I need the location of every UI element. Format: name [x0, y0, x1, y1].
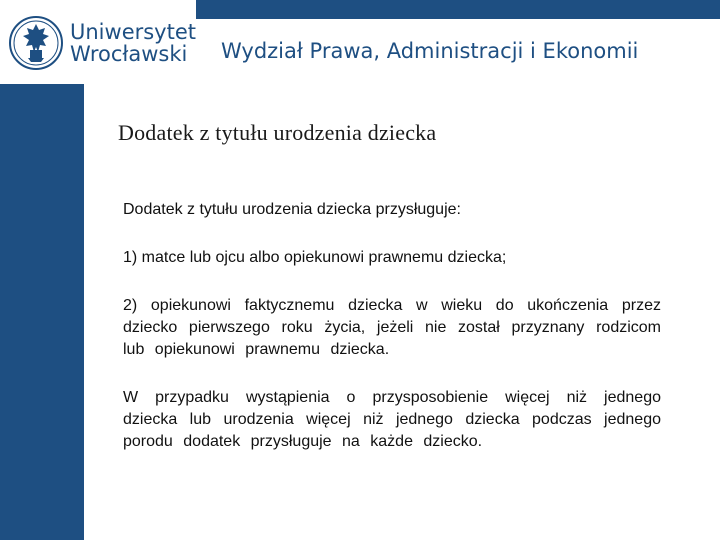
department-title: Wydział Prawa, Administracji i Ekonomii — [221, 39, 639, 63]
university-logo — [8, 10, 194, 76]
slide-content — [84, 84, 696, 540]
list-item-1: 1) matce lub ojcu albo opiekunowi prawnemu dziecka; — [123, 249, 507, 266]
lead-paragraph: Dodatek z tytułu urodzenia dziecka przysługuje: — [123, 201, 461, 218]
note-paragraph: W przypadku wystąpienia o przysposobienie więcej niż jednego dziecka lub urodzenia więcej niż jednego dziecka podczas jednego porodu dodatek przysługuje na każde dziecko. — [123, 389, 661, 450]
slide-title: Dodatek z tytułu urodzenia dziecka — [118, 120, 437, 145]
list-item-2: 2) opiekunowi faktycznemu dziecka w wieku do ukończenia przez dziecko pierwszego roku życia, jeżeli nie został przyznany rodzicom lub opiekunowi prawnemu dziecka. — [123, 297, 661, 358]
university-crest-icon — [8, 12, 64, 74]
university-name-line1: Uniwersytet — [70, 19, 196, 44]
university-name-line2: Wrocławski — [70, 42, 188, 66]
right-margin — [696, 19, 720, 540]
slide-body — [123, 199, 661, 453]
top-accent-bar — [196, 0, 720, 19]
left-accent-bar — [0, 84, 84, 540]
university-name — [70, 21, 196, 65]
